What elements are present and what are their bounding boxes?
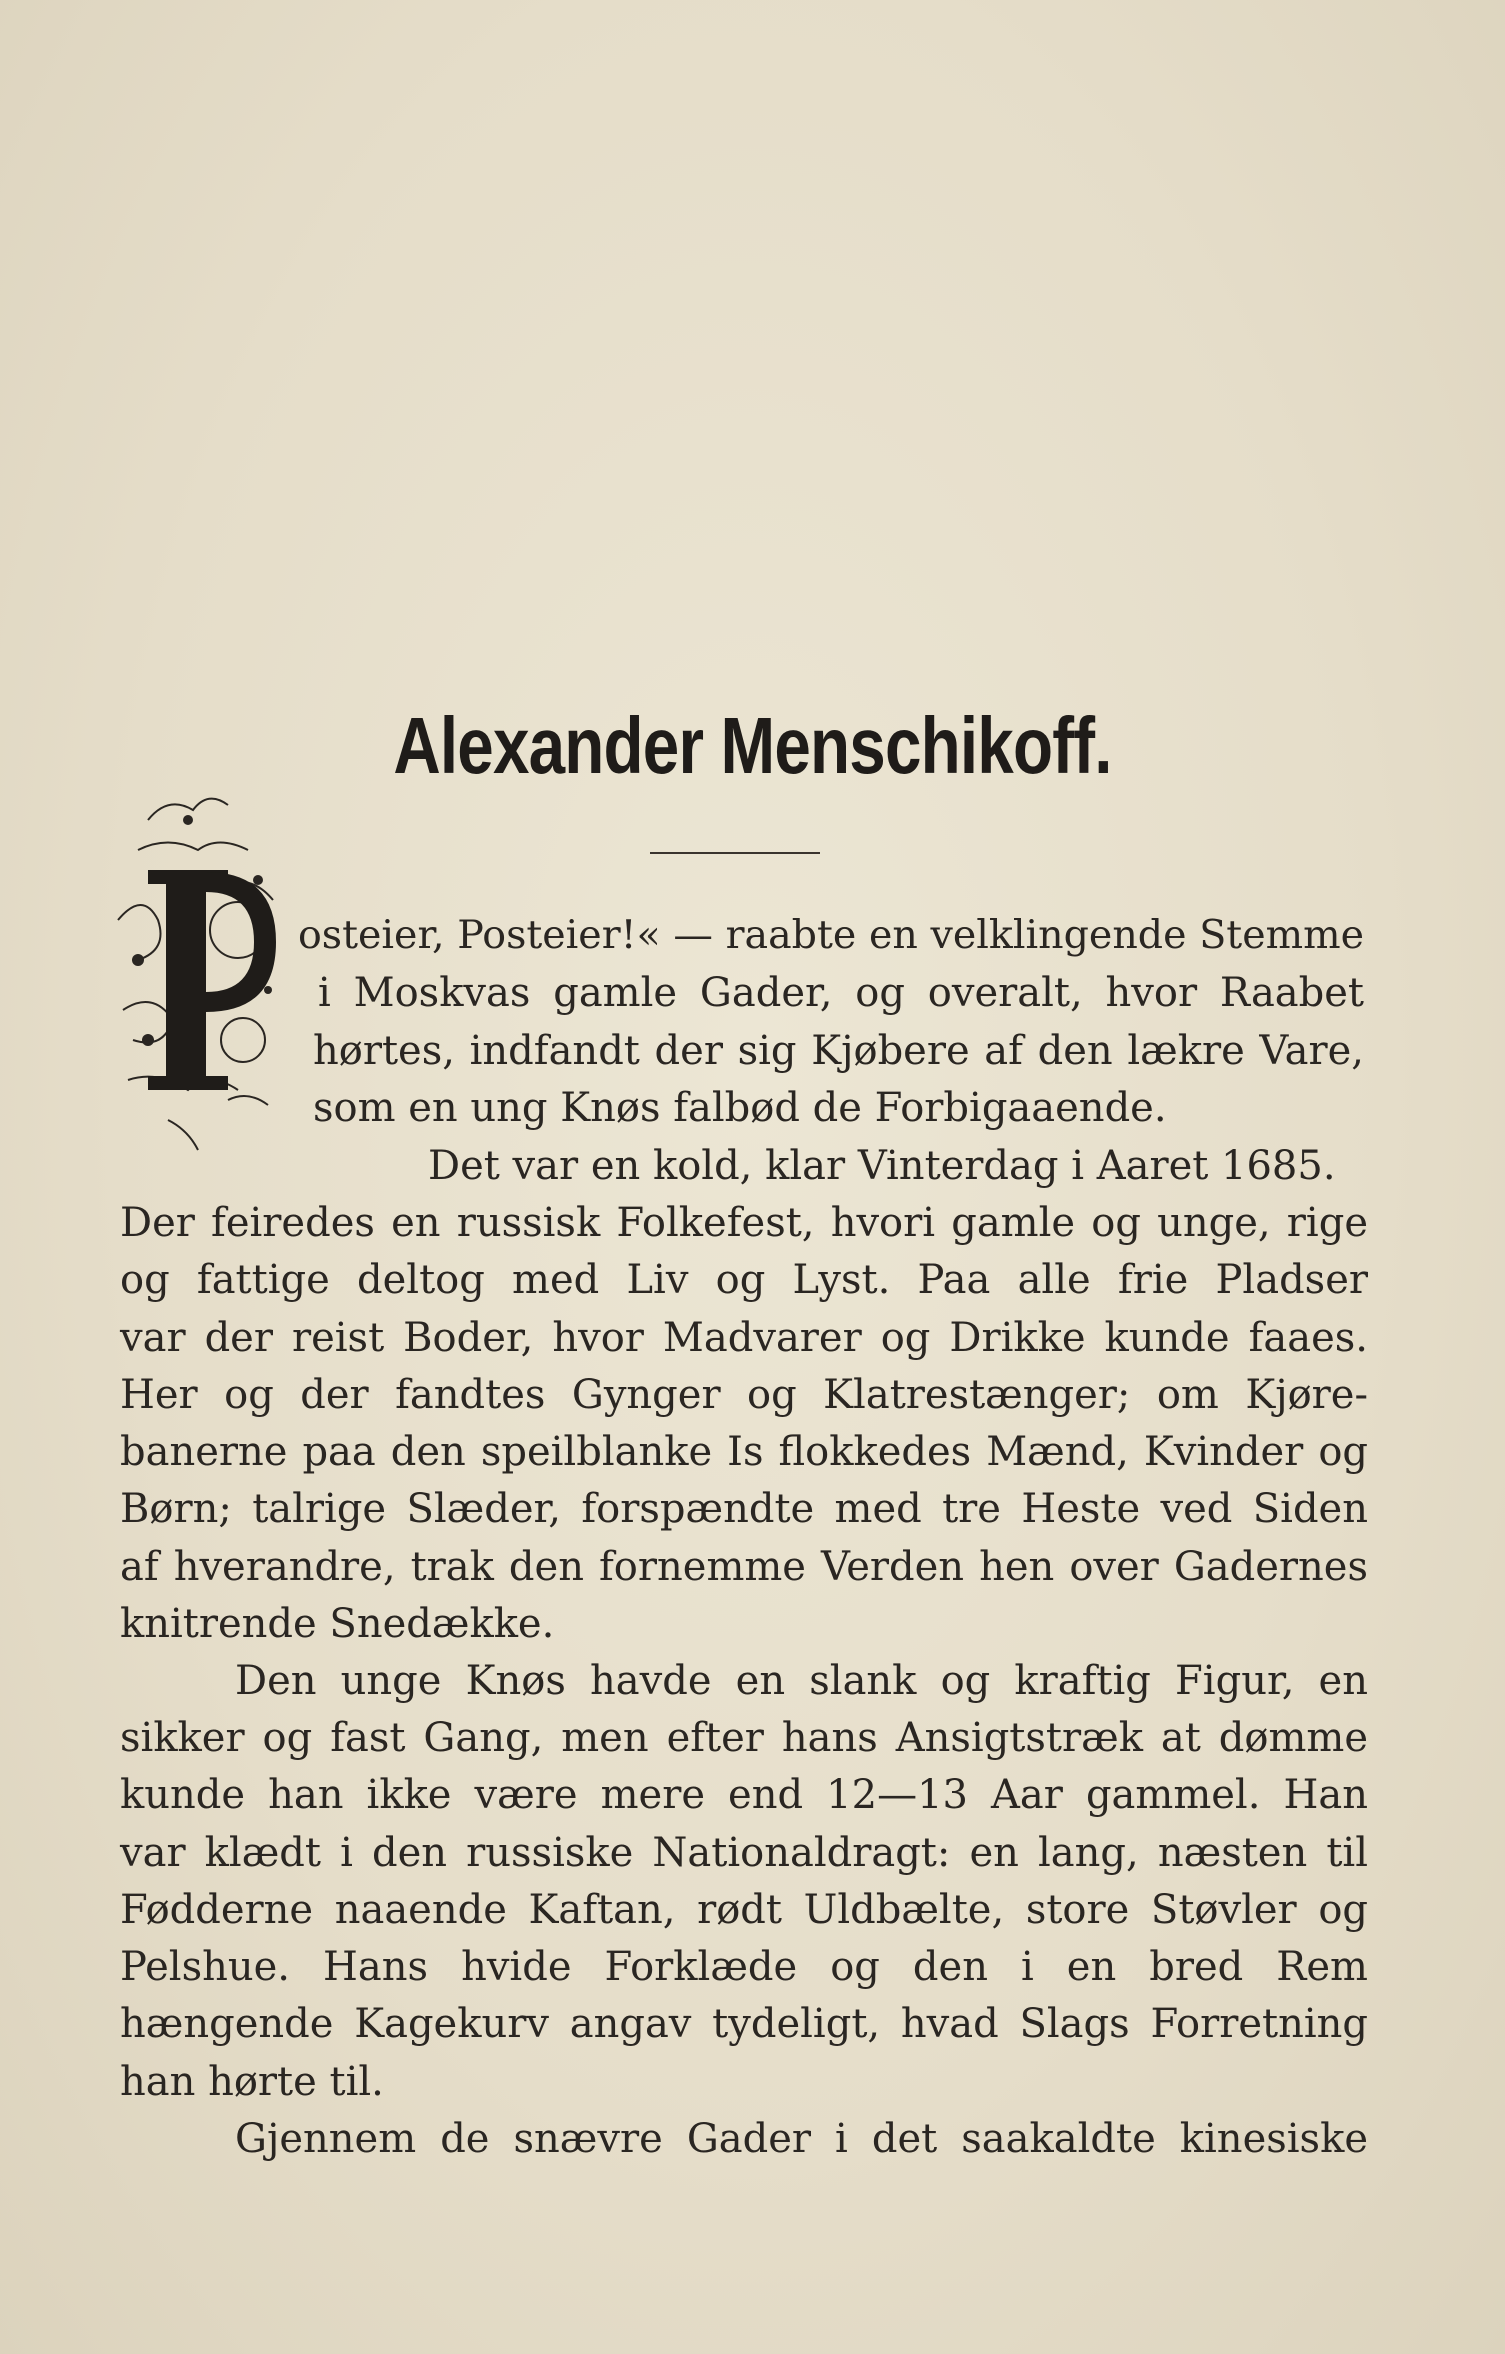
chapter-title: Alexander Menschikoff. [393, 701, 1112, 790]
text-line: i Moskvas gamle Gader, og overalt, hvor Raabet [318, 970, 1364, 1016]
text-line: Gjennem de snævre Gader i det saakaldte kinesiske [235, 2116, 1368, 2162]
text-line: kunde han ikke være mere end 12—13 Aar gammel. Han [120, 1772, 1368, 1818]
text-line: var klædt i den russiske Nationaldragt: en lang, næsten til [120, 1830, 1368, 1876]
title-divider [650, 852, 820, 854]
text-line: hængende Kagekurv angav tydeligt, hvad Slags Forretning [120, 2001, 1368, 2047]
text-line: han hørte til. [120, 2059, 384, 2105]
text-line: Den unge Knøs havde en slank og kraftig Figur, en [235, 1658, 1368, 1704]
text-line: osteier, Posteier!« — raabte en velklingende Stemme [298, 912, 1364, 958]
text-line: sikker og fast Gang, men efter hans Ansigtstræk at dømme [120, 1715, 1368, 1761]
text-line: Fødderne naaende Kaftan, rødt Uldbælte, store Støvler og [120, 1887, 1368, 1933]
text-line: Det var en kold, klar Vinterdag i Aaret 1685. [428, 1143, 1336, 1189]
text-line: og fattige deltog med Liv og Lyst. Paa alle frie Pladser [120, 1257, 1368, 1303]
text-line: banerne paa den speilblanke Is flokkedes Mænd, Kvinder og [120, 1429, 1368, 1475]
text-line: hørtes, indfandt der sig Kjøbere af den lækre Vare, [313, 1028, 1364, 1074]
text-line: Pelshue. Hans hvide Forklæde og den i en bred Rem [120, 1944, 1368, 1990]
text-line: Børn; talrige Slæder, forspændte med tre Heste ved Siden [120, 1486, 1368, 1532]
text-line: som en ung Knøs falbød de Forbigaaende. [313, 1085, 1167, 1131]
text-line: af hverandre, trak den fornemme Verden hen over Gadernes [120, 1544, 1368, 1590]
text-line: var der reist Boder, hvor Madvarer og Drikke kunde faaes. [120, 1315, 1368, 1361]
text-line: Her og der fandtes Gynger og Klatrestænger; om Kjøre- [120, 1372, 1368, 1418]
text-line: Der feiredes en russisk Folkefest, hvori gamle og unge, rige [120, 1200, 1368, 1246]
ornamental-initial-p [108, 780, 288, 1170]
text-line: knitrende Snedække. [120, 1601, 555, 1647]
